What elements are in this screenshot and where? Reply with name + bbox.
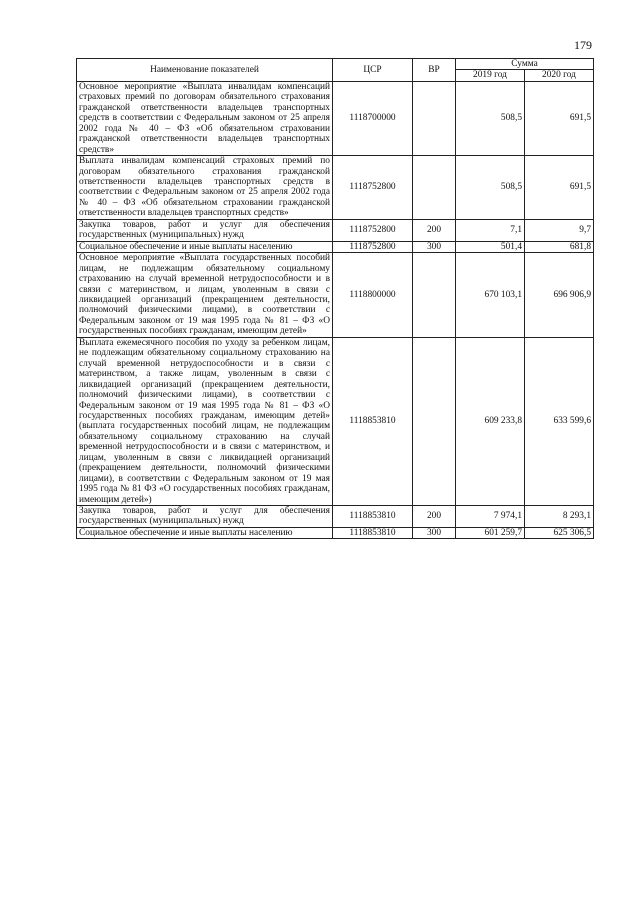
row-name: Закупка товаров, работ и услуг для обеспечения государственных (муниципальных) нужд — [77, 506, 333, 528]
row-name: Выплата ежемесячного пособия по уходу за ребенком лицам, не подлежащим обязательному социальному страхованию на случай временной нетрудоспособности и в связи с материнством, а также лицам, уволенным в связи с ликвидацией организаций (прекращением деятельности, полномочий физическими лицами), в соответствии с Федеральным законом от 19 мая 1995 года № 81 – ФЗ «О государственных пособиях гражданам, имеющим детей» (выплата государственных пособий лицам, не подлежащим обязательному социальному страхованию на случай временной нетрудоспособности и в связи с материнством, и лицам, уволенным в связи с ликвидацией организаций (прекращением деятельности, полномочий физическими лицами), в соответствии с Федеральным законом от 19 мая 1995 года № 81 ФЗ «О государственных пособиях гражданам, имеющим детей») — [77, 337, 333, 505]
table-row — [77, 241, 594, 252]
row-vr — [413, 337, 456, 505]
header-year-2020: 2020 год — [525, 70, 594, 81]
budget-table — [76, 58, 594, 539]
row-vr: 200 — [413, 506, 456, 528]
row-sum-2019: 670 103,1 — [456, 253, 525, 338]
row-vr: 300 — [413, 527, 456, 538]
row-sum-2019: 7,1 — [456, 219, 525, 241]
row-sum-2020: 8 293,1 — [525, 506, 594, 528]
header-name: Наименование показателей — [77, 59, 333, 82]
row-name: Основное мероприятие «Выплата инвалидам компенсаций страховых премий по договорам обязательного страхования гражданской ответственности владельцев транспортных средств в соответствии с Федеральным законом от 25 апреля 2002 года № 40 – ФЗ «Об обязательном страховании гражданской ответственности владельцев транспортных средств» — [77, 81, 333, 155]
header-sum: Сумма — [456, 59, 594, 70]
row-sum-2019: 508,5 — [456, 156, 525, 220]
table-row — [77, 219, 594, 241]
table-row — [77, 527, 594, 538]
header-row — [77, 59, 594, 70]
row-name: Основное мероприятие «Выплата государственных пособий лицам, не подлежащим обязательному социальному страхованию на случай временной нетрудоспособности и в связи с материнством, и лицам, уволенным в связи с ликвидацией организаций (прекращением деятельности, полномочий физическими лицами), в соответствии с Федеральным законом от 19 мая 1995 года № 81 – ФЗ «О государственных пособиях гражданам, имеющим детей» — [77, 253, 333, 338]
row-sum-2019: 601 259,7 — [456, 527, 525, 538]
row-vr — [413, 156, 456, 220]
table-row — [77, 337, 594, 505]
row-vr — [413, 253, 456, 338]
row-sum-2019: 508,5 — [456, 81, 525, 155]
row-name: Социальное обеспечение и иные выплаты населению — [77, 241, 333, 252]
page-number: 179 — [574, 38, 592, 52]
row-sum-2020: 691,5 — [525, 81, 594, 155]
row-code: 1118853810 — [333, 506, 413, 528]
header-code: ЦСР — [333, 59, 413, 82]
row-vr — [413, 81, 456, 155]
row-sum-2019: 7 974,1 — [456, 506, 525, 528]
table-row — [77, 253, 594, 338]
header-year-2019: 2019 год — [456, 70, 525, 81]
row-name: Закупка товаров, работ и услуг для обеспечения государственных (муниципальных) нужд — [77, 219, 333, 241]
row-code: 1118752800 — [333, 241, 413, 252]
table-row — [77, 506, 594, 528]
table-row — [77, 81, 594, 155]
row-code: 1118853810 — [333, 527, 413, 538]
row-code: 1118752800 — [333, 219, 413, 241]
header-vr: ВР — [413, 59, 456, 82]
row-name: Социальное обеспечение и иные выплаты населению — [77, 527, 333, 538]
row-sum-2020: 691,5 — [525, 156, 594, 220]
row-sum-2020: 625 306,5 — [525, 527, 594, 538]
row-code: 1118752800 — [333, 156, 413, 220]
table-row — [77, 156, 594, 220]
row-sum-2020: 696 906,9 — [525, 253, 594, 338]
row-sum-2020: 9,7 — [525, 219, 594, 241]
row-sum-2019: 609 233,8 — [456, 337, 525, 505]
row-code: 1118853810 — [333, 337, 413, 505]
row-code: 1118800000 — [333, 253, 413, 338]
row-vr: 200 — [413, 219, 456, 241]
row-name: Выплата инвалидам компенсаций страховых премий по договорам обязательного страхования гражданской ответственности владельцев транспортных средств в соответствии с Федеральным законом от 25 апреля 2002 года № 40 – ФЗ «Об обязательном страховании гражданской ответственности владельцев транспортных средств» — [77, 156, 333, 220]
row-sum-2020: 681,8 — [525, 241, 594, 252]
row-vr: 300 — [413, 241, 456, 252]
row-sum-2020: 633 599,6 — [525, 337, 594, 505]
row-sum-2019: 501,4 — [456, 241, 525, 252]
row-code: 1118700000 — [333, 81, 413, 155]
